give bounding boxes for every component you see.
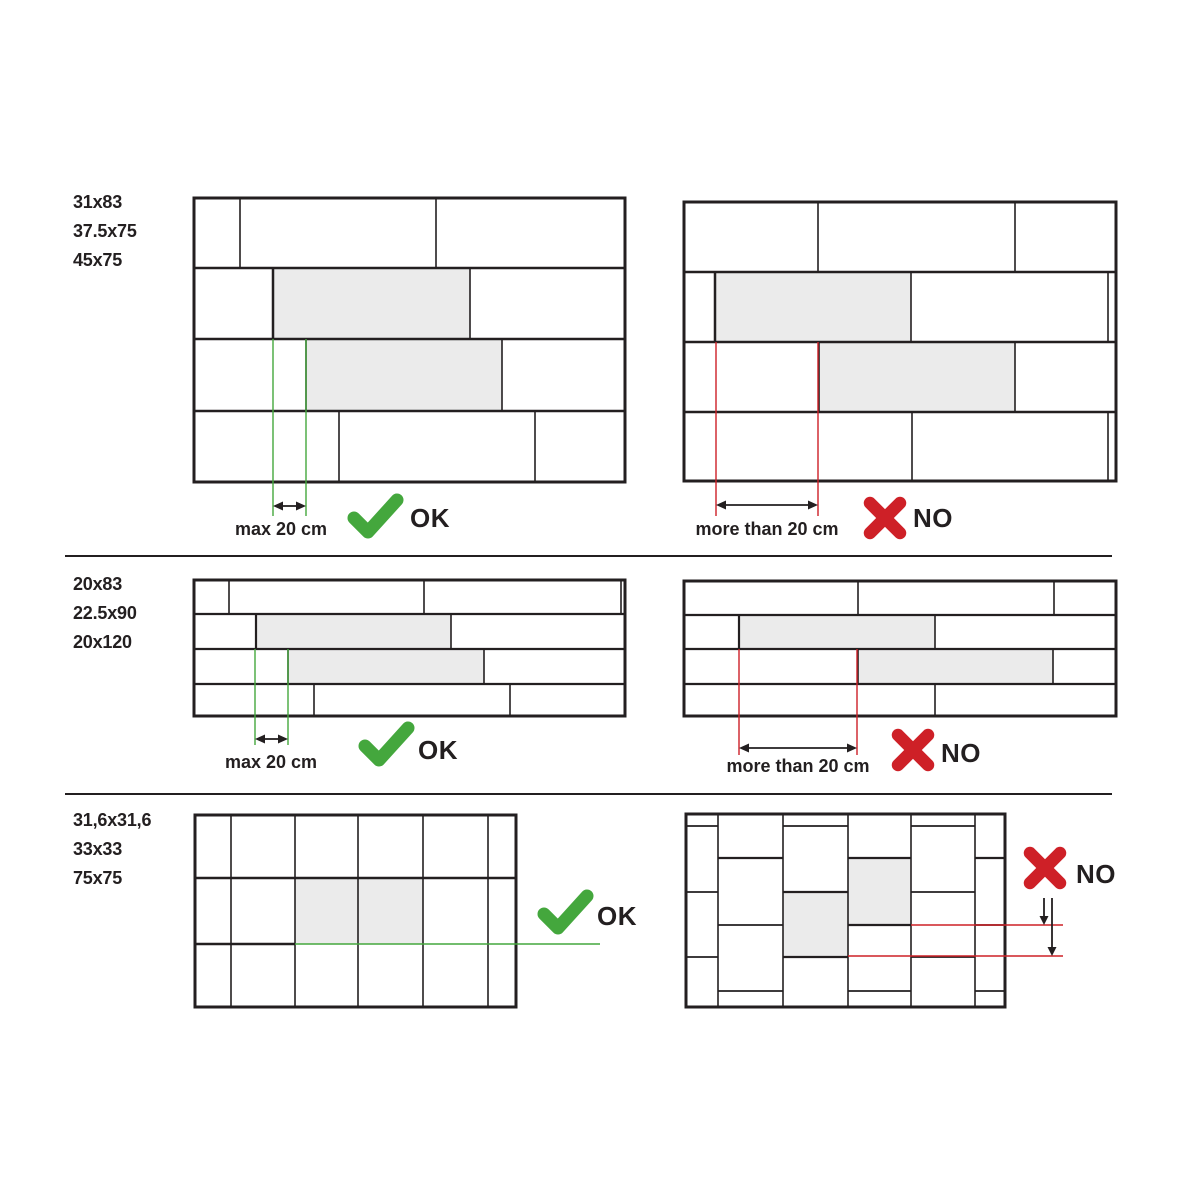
dimension-arrowhead-left (255, 735, 265, 744)
tile-size: 45x75 (73, 250, 123, 270)
tile-shaded (848, 859, 911, 925)
tile-shaded (256, 614, 451, 649)
dimension-arrowhead-right (278, 735, 288, 744)
checkmark-icon (365, 728, 408, 760)
offset-arrowhead-down (1040, 916, 1049, 925)
offset-arrowhead-down (1048, 947, 1057, 956)
dimension-arrowhead-right (808, 501, 818, 510)
tile-shaded (858, 649, 1053, 684)
tile-shaded (273, 268, 470, 339)
tile-shaded (288, 649, 484, 684)
tile-size: 20x83 (73, 574, 123, 594)
tile-shaded (819, 342, 1015, 412)
dimension-arrowhead-left (273, 502, 283, 511)
checkmark-icon (354, 500, 397, 532)
dimension-arrowhead-right (296, 502, 306, 511)
tile-size: 31x83 (73, 192, 123, 212)
dimension-caption-no-section2: more than 20 cm (726, 756, 870, 776)
ok-label-section1: OK (410, 503, 450, 533)
tile-size: 75x75 (73, 868, 123, 888)
ok-label-section3: OK (597, 901, 637, 931)
tile-shaded (358, 878, 423, 944)
tile-size-labels-section1 (73, 188, 137, 275)
dimension-arrowhead-left (739, 744, 749, 753)
dimension-caption-no-section1: more than 20 cm (695, 519, 839, 539)
tile-shaded (295, 878, 358, 944)
tile-size-labels-section3 (73, 806, 151, 893)
checkmark-icon (544, 896, 587, 928)
dimension-arrowhead-left (716, 501, 726, 510)
tile-size: 31,6x31,6 (73, 810, 152, 830)
dimension-caption-ok-section2: max 20 cm (224, 752, 318, 772)
tile-size: 20x120 (73, 632, 132, 652)
tile-size: 37.5x75 (73, 221, 137, 241)
tile-size: 33x33 (73, 839, 123, 859)
dimension-caption-ok-section1: max 20 cm (234, 519, 328, 539)
tile-shaded (306, 339, 502, 411)
no-label-section3: NO (1076, 859, 1116, 889)
tile-shaded (739, 615, 935, 649)
tile-shaded (715, 272, 911, 342)
tile-size: 22.5x90 (73, 603, 137, 623)
tile-size-labels-section2 (73, 570, 137, 657)
tile-shaded (783, 892, 848, 957)
no-label-section2: NO (941, 738, 981, 768)
ok-label-section2: OK (418, 735, 458, 765)
dimension-arrowhead-right (847, 744, 857, 753)
no-label-section1: NO (913, 503, 953, 533)
